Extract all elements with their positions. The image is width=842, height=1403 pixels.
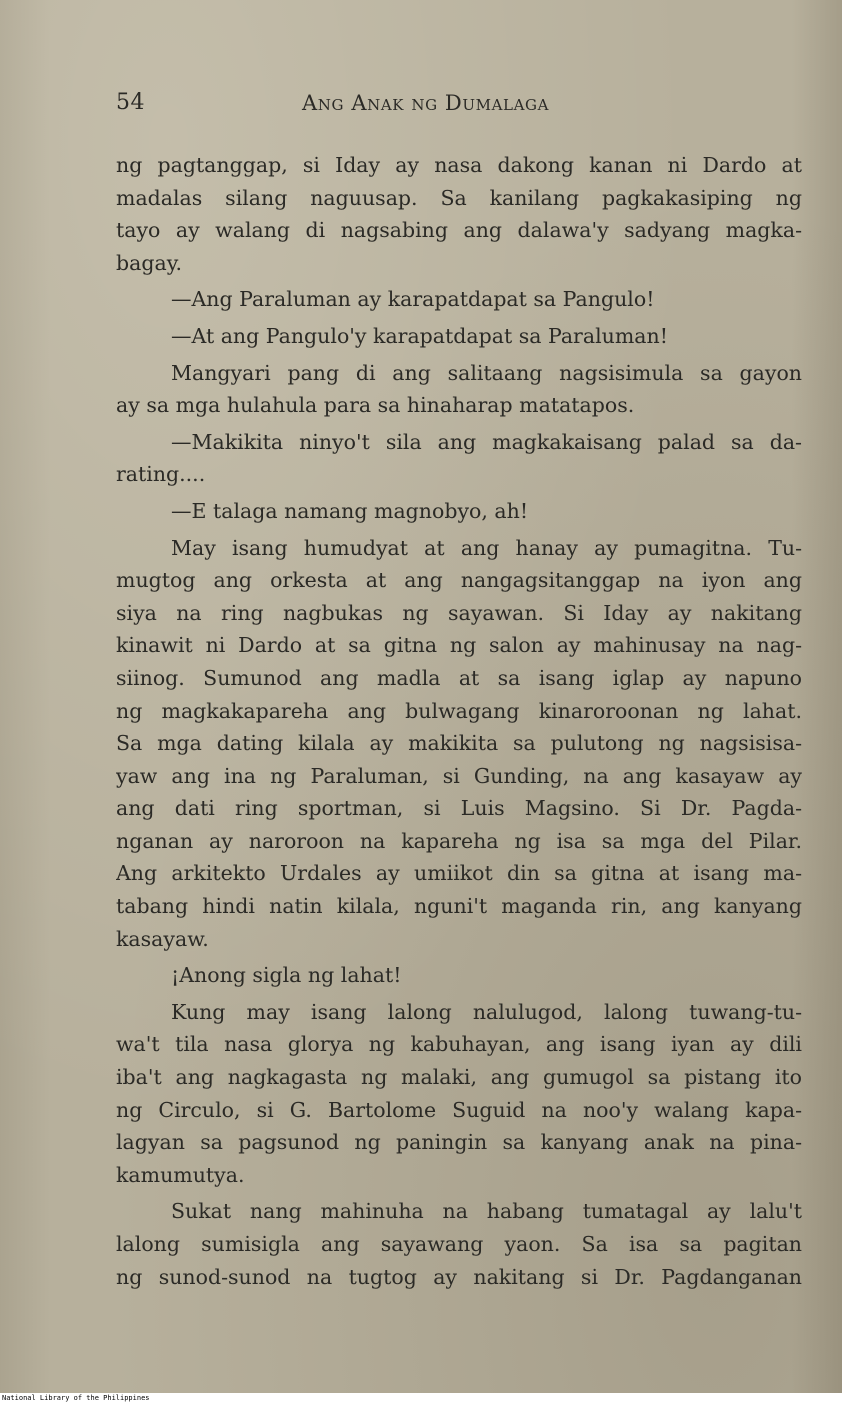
book-title: Ang Anak ng Dumalaga	[302, 91, 550, 115]
page-number: 54	[116, 90, 145, 115]
footer-strip	[0, 1393, 842, 1403]
text-line: rating....	[116, 462, 206, 487]
text-line: ng magkakapareha ang bulwagang kinaroroonan ng lahat.	[116, 698, 802, 723]
text-line: lagyan sa pagsunod ng paningin sa kanyang anak na pina-	[116, 1130, 802, 1155]
text-line: —Makikita ninyo't sila ang magkakaisang palad sa da-	[171, 429, 802, 454]
text-line: ang dati ring sportman, si Luis Magsino. Si Dr. Pagda-	[116, 796, 802, 821]
text-line: ng sunod-sunod na tugtog ay nakitang si Dr. Pagdanganan	[116, 1264, 802, 1289]
text-line: wa't tila nasa glorya ng kabuhayan, ang isang iyan ay dili	[116, 1032, 802, 1057]
text-line: mugtog ang orkesta at ang nangagsitanggap na iyon ang	[116, 568, 802, 593]
text-line: ¡Anong sigla ng lahat!	[171, 963, 402, 988]
text-line: Sa mga dating kilala ay makikita sa pulutong ng nagsisisa-	[116, 731, 802, 756]
text-line: nganan ay naroroon na kapareha ng isa sa mga del Pilar.	[116, 828, 802, 853]
library-credit: National Library of the Philippines	[2, 1394, 150, 1402]
text-line: May isang humudyat at ang hanay ay pumagitna. Tu-	[171, 535, 802, 560]
text-line: —E talaga namang magnobyo, ah!	[171, 498, 529, 523]
text-line: Kung may isang lalong nalulugod, lalong tuwang-tu-	[171, 999, 802, 1024]
text-line: —Ang Paraluman ay karapatdapat sa Pangulo!	[171, 287, 655, 312]
text-line: ng Circulo, si G. Bartolome Suguid na noo'y walang kapa-	[116, 1097, 802, 1122]
text-line: siinog. Sumunod ang madla at sa isang iglap ay napuno	[116, 665, 802, 690]
text-line: ng pagtanggap, si Iday ay nasa dakong kanan ni Dardo at	[116, 153, 802, 177]
text-line: iba't ang nagkagasta ng malaki, ang gumugol sa pistang ito	[116, 1065, 802, 1090]
text-line: bagay.	[116, 250, 183, 275]
text-line: Ang arkitekto Urdales ay umiikot din sa gitna at isang ma-	[116, 861, 802, 886]
text-line: yaw ang ina ng Paraluman, si Gunding, na ang kasayaw ay	[116, 763, 802, 788]
text-line: Mangyari pang di ang salitaang nagsisimula sa gayon	[171, 360, 802, 385]
text-line: kinawit ni Dardo at sa gitna ng salon ay mahinusay na nag-	[116, 633, 802, 658]
body-text	[116, 149, 802, 1293]
text-line: tabang hindi natin kilala, nguni't maganda rin, ang kanyang	[116, 894, 802, 919]
text-line: Sukat nang mahinuha na habang tumatagal ay lalu't	[171, 1199, 802, 1224]
text-line: kasayaw.	[116, 926, 209, 951]
text-line: madalas silang naguusap. Sa kanilang pagkakasiping ng	[116, 185, 802, 210]
text-line: ay sa mga hulahula para sa hinaharap matatapos.	[116, 393, 635, 418]
text-line: tayo ay walang di nagsabing ang dalawa'y sadyang magka-	[116, 218, 802, 243]
running-head	[116, 90, 806, 120]
text-line: lalong sumisigla ang sayawang yaon. Sa isa sa pagitan	[116, 1232, 802, 1256]
text-line: siya na ring nagbukas ng sayawan. Si Iday ay nakitang	[116, 600, 802, 625]
text-line: —At ang Pangulo'y karapatdapat sa Paraluman!	[171, 323, 668, 348]
text-line: kamumutya.	[116, 1162, 245, 1187]
